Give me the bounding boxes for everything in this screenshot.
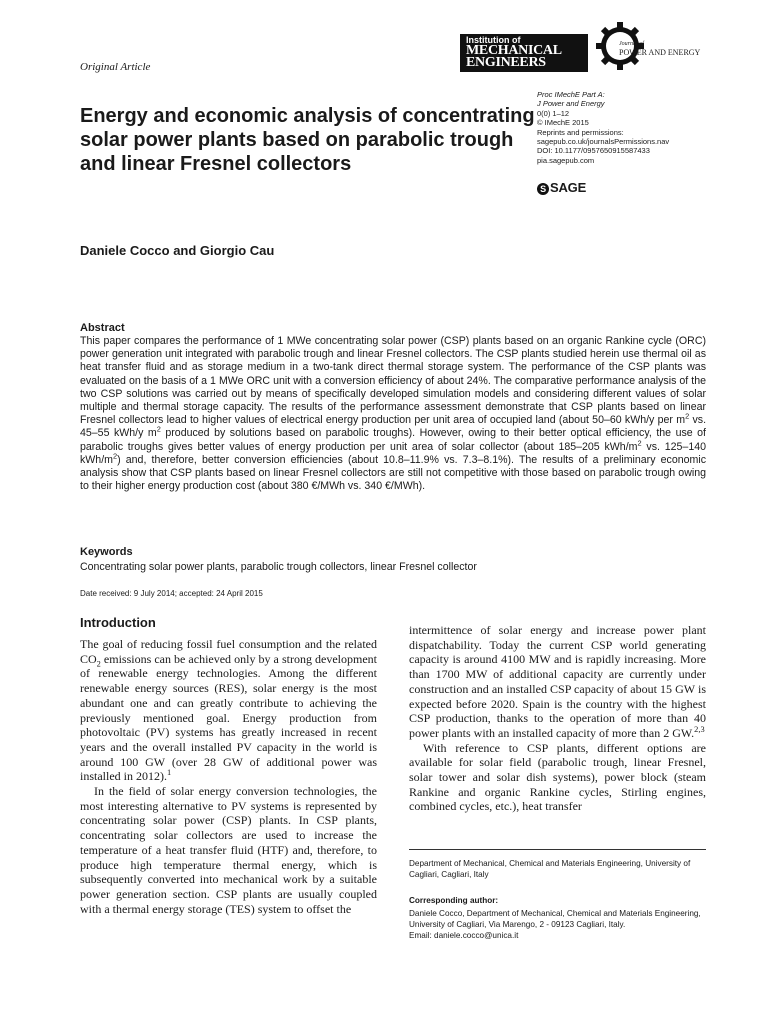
- journal-meta-line: © IMechE 2015: [537, 118, 589, 128]
- sage-mark-icon: S: [537, 183, 549, 195]
- corresponding-author-heading: Corresponding author:: [409, 896, 499, 905]
- date-received: Date received: 9 July 2014; accepted: 24 April 2015: [80, 589, 263, 598]
- citation-ref[interactable]: 1: [167, 768, 172, 778]
- corresponding-author-email[interactable]: Email: daniele.cocco@unica.it: [409, 931, 519, 940]
- abstract-body: [80, 335, 706, 493]
- authors: Daniele Cocco and Giorgio Cau: [80, 243, 275, 258]
- abstract-heading: Abstract: [80, 322, 125, 334]
- paragraph: With reference to CSP plants, different options are available for solar field (parabolic trough, linear Fresnel, solar tower and solar dish systems), power block (steam Rankine and organic Rankine cycles, Stirling engines, combined cycles, etc.), heat transfer: [409, 740, 706, 814]
- subscript: 2: [96, 659, 101, 669]
- journal-meta: [537, 90, 737, 165]
- journal-site-link[interactable]: pia.sagepub.com: [537, 155, 595, 165]
- sage-logo-text: SAGE: [550, 180, 587, 195]
- right-column: [409, 623, 706, 814]
- abstract-text: vs. 45–55 kWh/y m: [80, 414, 707, 440]
- abstract-superscript: 2: [685, 411, 690, 421]
- doi-link[interactable]: DOI: 10.1177/0957650915587433: [537, 146, 650, 156]
- paragraph-text: The goal of reducing fossil fuel consumption and the related CO: [80, 637, 377, 666]
- paper-title: Energy and economic analysis of concentrating solar power plants based on parabolic trough and linear Fresnel collectors: [80, 105, 535, 175]
- imeche-logo-line3: ENGINEERS: [466, 55, 546, 70]
- left-column: [80, 637, 377, 916]
- corresponding-author-address: Daniele Cocco, Department of Mechanical, Chemical and Materials Engineering, University of Cagliari, Via Marengo, 2 - 09123 Cagliari, Italy.: [409, 909, 701, 929]
- journal-name: POWER AND ENERGY: [619, 48, 701, 57]
- imeche-logo-line2: MECHANICAL: [466, 43, 562, 58]
- journal-meta-line: Reprints and permissions:: [537, 127, 624, 137]
- article-type-label: Original Article: [80, 61, 151, 73]
- paragraph: [409, 623, 706, 741]
- paragraph: In the field of solar energy conversion technologies, the most interesting alternative to PV systems is represented by concentrating solar power (CSP) plants. In CSP plants, concentrating solar collectors are used to increase the temperature of a heat transfer fluid (HTF) and, therefore, to produce high temperature thermal energy, which is subsequently converted into mechanical work by a suitable power generation section. CSP plants are usually coupled with a thermal energy storage (TES) system to offset the: [80, 784, 377, 916]
- permissions-link[interactable]: sagepub.co.uk/journalsPermissions.nav: [537, 137, 670, 147]
- keywords-heading: Keywords: [80, 546, 133, 558]
- abstract-superscript: 2: [156, 424, 161, 434]
- imeche-logo: [460, 34, 588, 72]
- paragraph-text: intermittence of solar energy and increase power plant dispatchability. Today the current CSP world generating capacity is around 4100 MW and is rapidly increasing. More than 1700 MW of additional capacity are currently under construction and an installed CSP capacity of about 15 GW is expected before 2020. Spain is the country with the highest CSP production, thanks to the operation of more than 40 power plants with an installed capacity of more than 2 GW.: [409, 623, 706, 740]
- imeche-logo-line1: Institution of: [466, 35, 521, 45]
- journal-of-label: Journal of: [619, 41, 644, 47]
- abstract-text: ) and, therefore, better conversion efficiencies (about 10.8–11.9% vs. 7.3–8.1%). The results of a preliminary economic analysis show that CSP plants based on linear Fresnel collectors are still not competitive with those based on parabolic trough owing to their higher energy production cost (about 380 €/MWh vs. 340 €/MWh).: [80, 453, 706, 493]
- abstract-text: produced by solutions based on parabolic troughs). However, owing to their better optical efficiency, the use of parabolic troughs gives better values of energy production per unit area of solar collector (about 185–205 kWh/m: [80, 427, 706, 453]
- abstract-superscript: 2: [637, 438, 642, 448]
- corresponding-author-details: [409, 908, 719, 941]
- section-heading-introduction: Introduction: [80, 615, 156, 630]
- journal-meta-line: J Power and Energy: [537, 99, 605, 109]
- sage-logo: [537, 180, 586, 195]
- paragraph: [80, 637, 377, 784]
- journal-meta-line: Proc IMechE Part A:: [537, 90, 605, 99]
- abstract-superscript: 2: [112, 451, 118, 461]
- journal-meta-line: 0(0) 1–12: [537, 108, 570, 118]
- abstract-text: vs. 125–140 kWh/m: [80, 440, 706, 466]
- author-affiliation: Department of Mechanical, Chemical and Materials Engineering, University of Cagliari, Cagliari, Italy: [409, 859, 691, 879]
- keywords-text: Concentrating solar power plants, parabolic trough collectors, linear Fresnel collector: [80, 561, 477, 573]
- citation-ref[interactable]: 2,3: [694, 724, 705, 734]
- abstract-text: This paper compares the performance of 1 MWe concentrating solar power (CSP) plants based on an organic Rankine cycle (ORC) power generation unit integrated with parabolic trough and linear Fresnel collectors. The CSP plants studied herein use thermal oil as heat transfer fluid and as storage medium in a two-tank direct thermal storage system. The performance of the CSP plants was evaluated on the basis of a 1 MWe ORC unit with a conversion efficiency of about 24%. The comparative performance analysis of the two CSP solutions was carried out by means of specifically developed simulation models and considering different values of solar multiple and thermal storage capacity. The results of the performance assessment demonstrate that CSP plants based on linear Fresnel collectors lead to higher values of electrical energy production per unit area of occupied land (about 50–60 kWh/y per m: [80, 335, 706, 427]
- paragraph-text: emissions can be achieved only by a strong development of renewable energy technologies. Among the different renewable energy sources (RES), solar energy is the most abundant one and can greatly contribute to achieving the previously mentioned goal. Energy production from photovoltaic (PV) systems has greatly increased in recent years and the overall installed PV capacity in the world is around 100 GW (over 28 GW of additional power was installed in 2012).: [80, 651, 377, 784]
- footnote-divider: [409, 849, 706, 850]
